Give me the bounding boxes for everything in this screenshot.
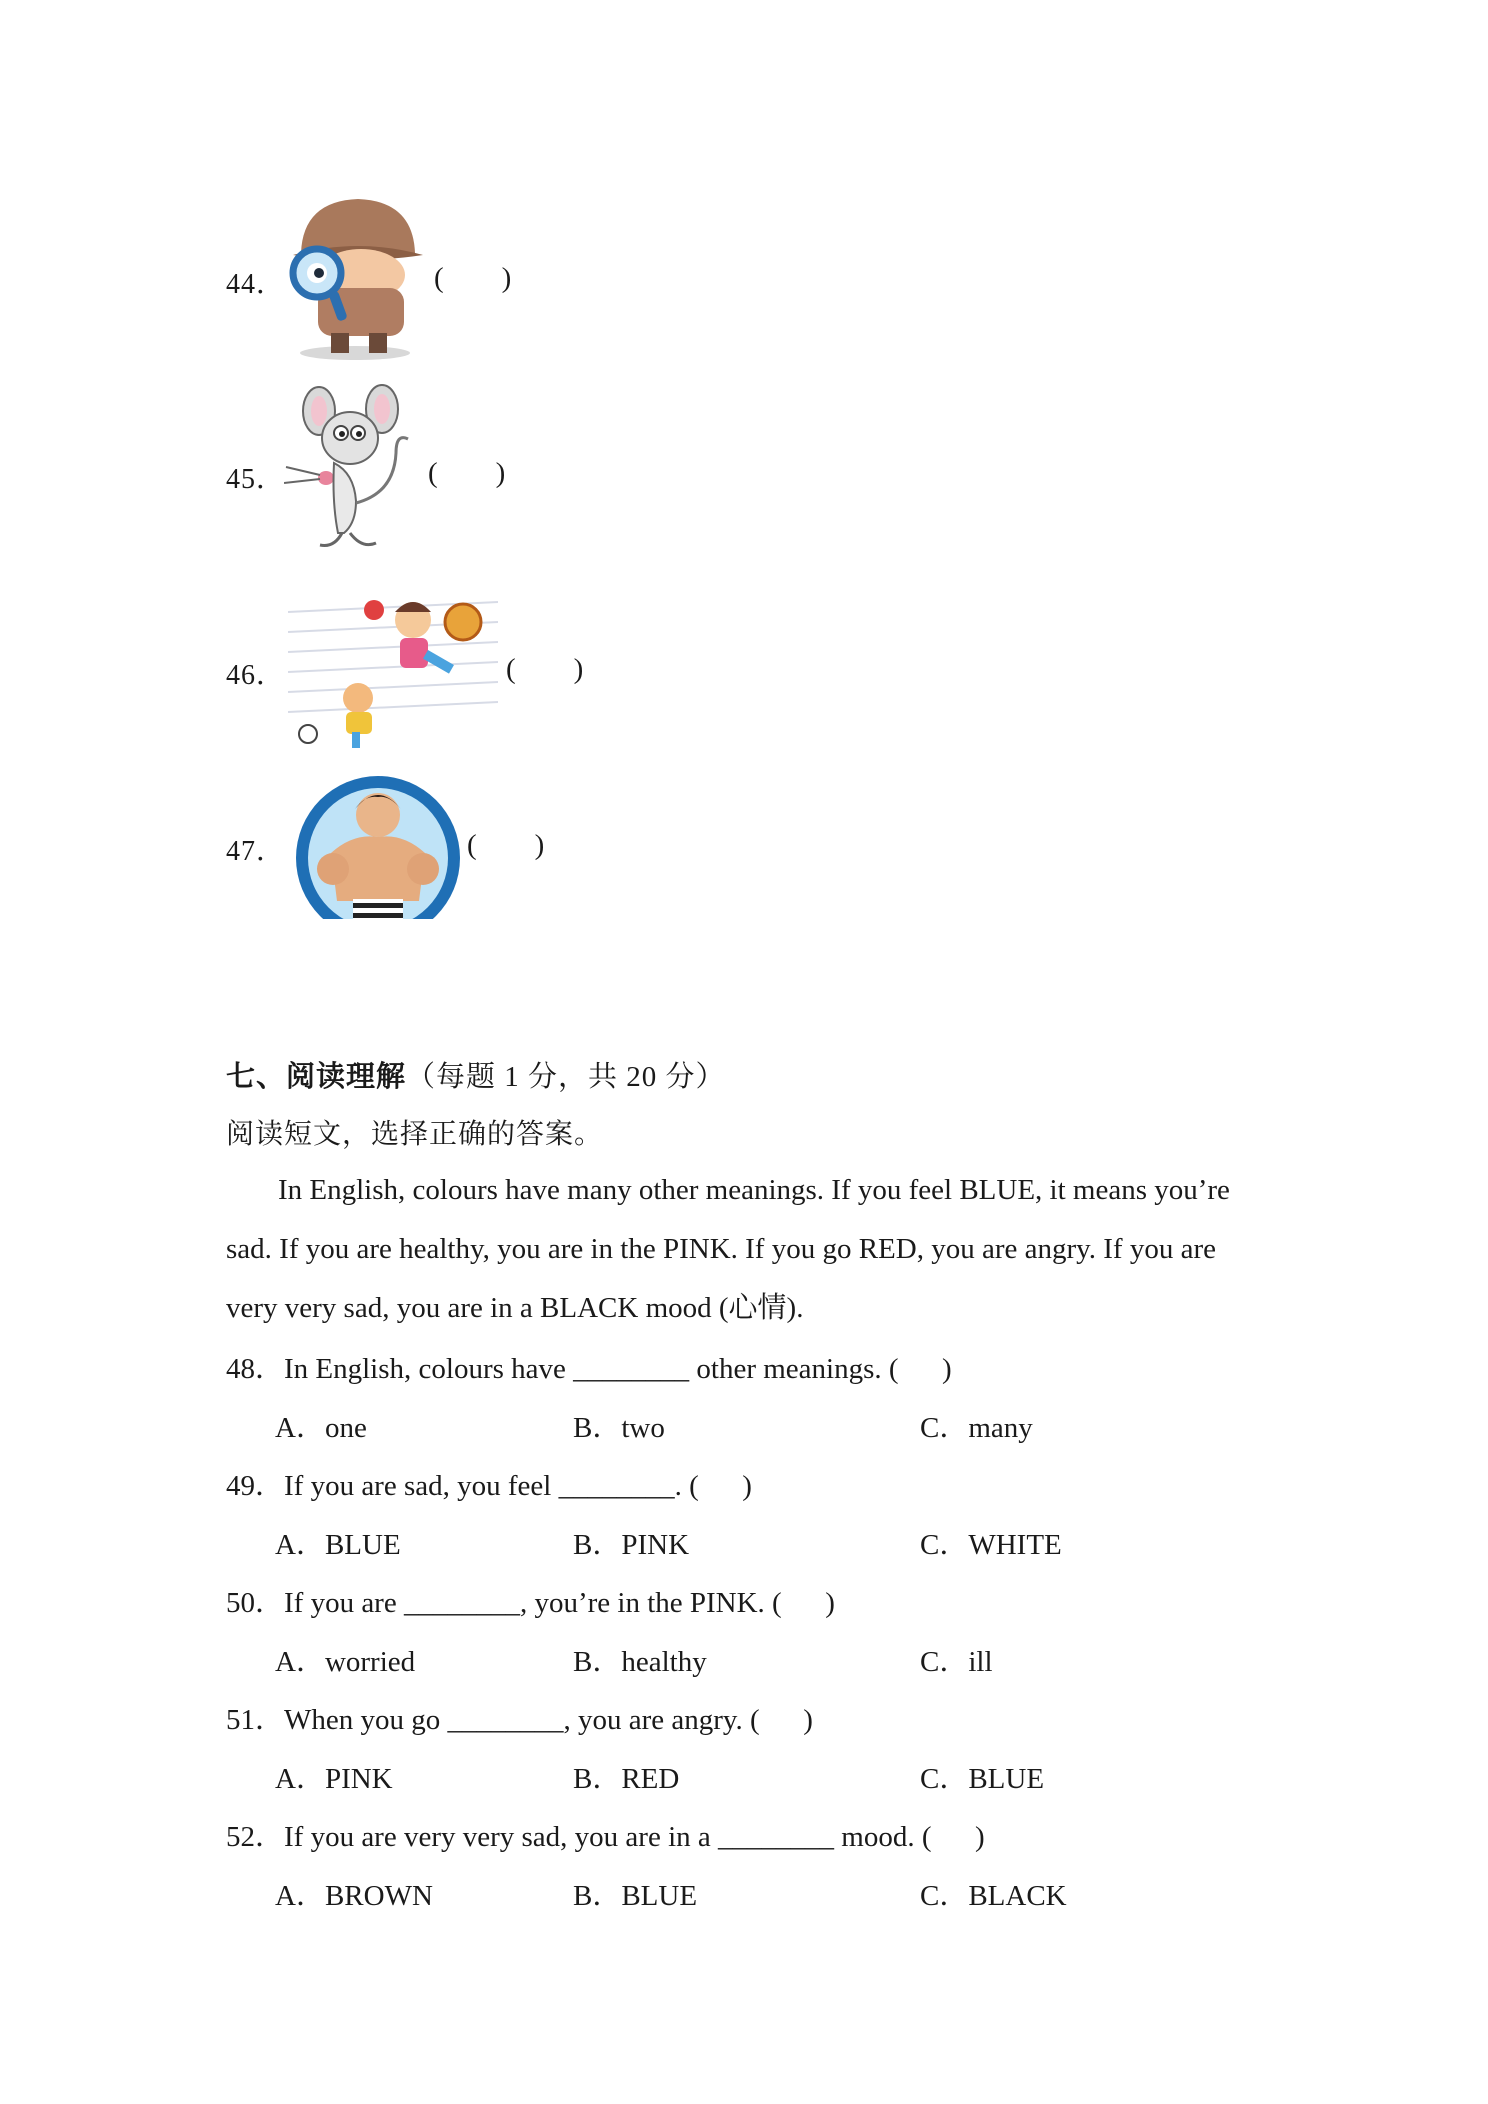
passage-line: In English, colours have many other meanings. If you feel BLUE, it means you’re [278, 1174, 1230, 1206]
question-text: 49．If you are sad, you feel ________. ( ) [226, 1470, 752, 1502]
playing-children-picture [288, 592, 498, 750]
option-b[interactable]: B．RED [573, 1763, 680, 1795]
question-text: 48．In English, colours have ________ other meanings. ( ) [226, 1353, 952, 1385]
answer-bracket[interactable]: ( ) [506, 653, 584, 685]
option-b[interactable]: B．BLUE [573, 1880, 698, 1912]
section-title-text: 七、阅读理解 [226, 1061, 407, 1093]
option-a[interactable]: A．one [275, 1412, 367, 1444]
option-c[interactable]: C．many [920, 1412, 1033, 1444]
option-b[interactable]: B．PINK [573, 1529, 690, 1561]
item-number: 46． [226, 660, 286, 691]
option-c[interactable]: C．BLUE [920, 1763, 1045, 1795]
question-text: 52．If you are very very sad, you are in a ________ mood. ( ) [226, 1821, 985, 1853]
option-a[interactable]: A．BROWN [275, 1880, 433, 1912]
reading-passage [226, 1161, 1276, 1338]
option-a[interactable]: A．worried [275, 1646, 416, 1678]
passage-line: very very sad, you are in a BLACK mood (心情). [226, 1292, 804, 1324]
section-instruction: 阅读短文，选择正确的答案。 [226, 1119, 604, 1150]
detective-picture [283, 193, 433, 363]
option-b[interactable]: B．healthy [573, 1646, 707, 1678]
mouse-picture [284, 383, 424, 555]
item-number: 44． [226, 269, 286, 300]
option-a[interactable]: A．PINK [275, 1763, 393, 1795]
section-title [226, 1054, 726, 1095]
item-number: 45． [226, 464, 286, 495]
item-number: 47． [226, 836, 286, 867]
option-b[interactable]: B．two [573, 1412, 665, 1444]
passage-line: sad. If you are healthy, you are in the PINK. If you go RED, you are angry. If you are [226, 1233, 1216, 1265]
option-c[interactable]: C．WHITE [920, 1529, 1062, 1561]
answer-bracket[interactable]: ( ) [428, 457, 506, 489]
option-c[interactable]: C．ill [920, 1646, 993, 1678]
answer-bracket[interactable]: ( ) [467, 829, 545, 861]
section-score-note: （每题 1 分，共 20 分） [406, 1061, 726, 1093]
answer-bracket[interactable]: ( ) [434, 262, 512, 294]
option-c[interactable]: C．BLACK [920, 1880, 1067, 1912]
question-text: 51．When you go ________, you are angry. ( ) [226, 1704, 813, 1736]
strong-man-picture [293, 773, 463, 921]
question-text: 50．If you are ________, you’re in the PINK. ( ) [226, 1587, 835, 1619]
option-a[interactable]: A．BLUE [275, 1529, 401, 1561]
